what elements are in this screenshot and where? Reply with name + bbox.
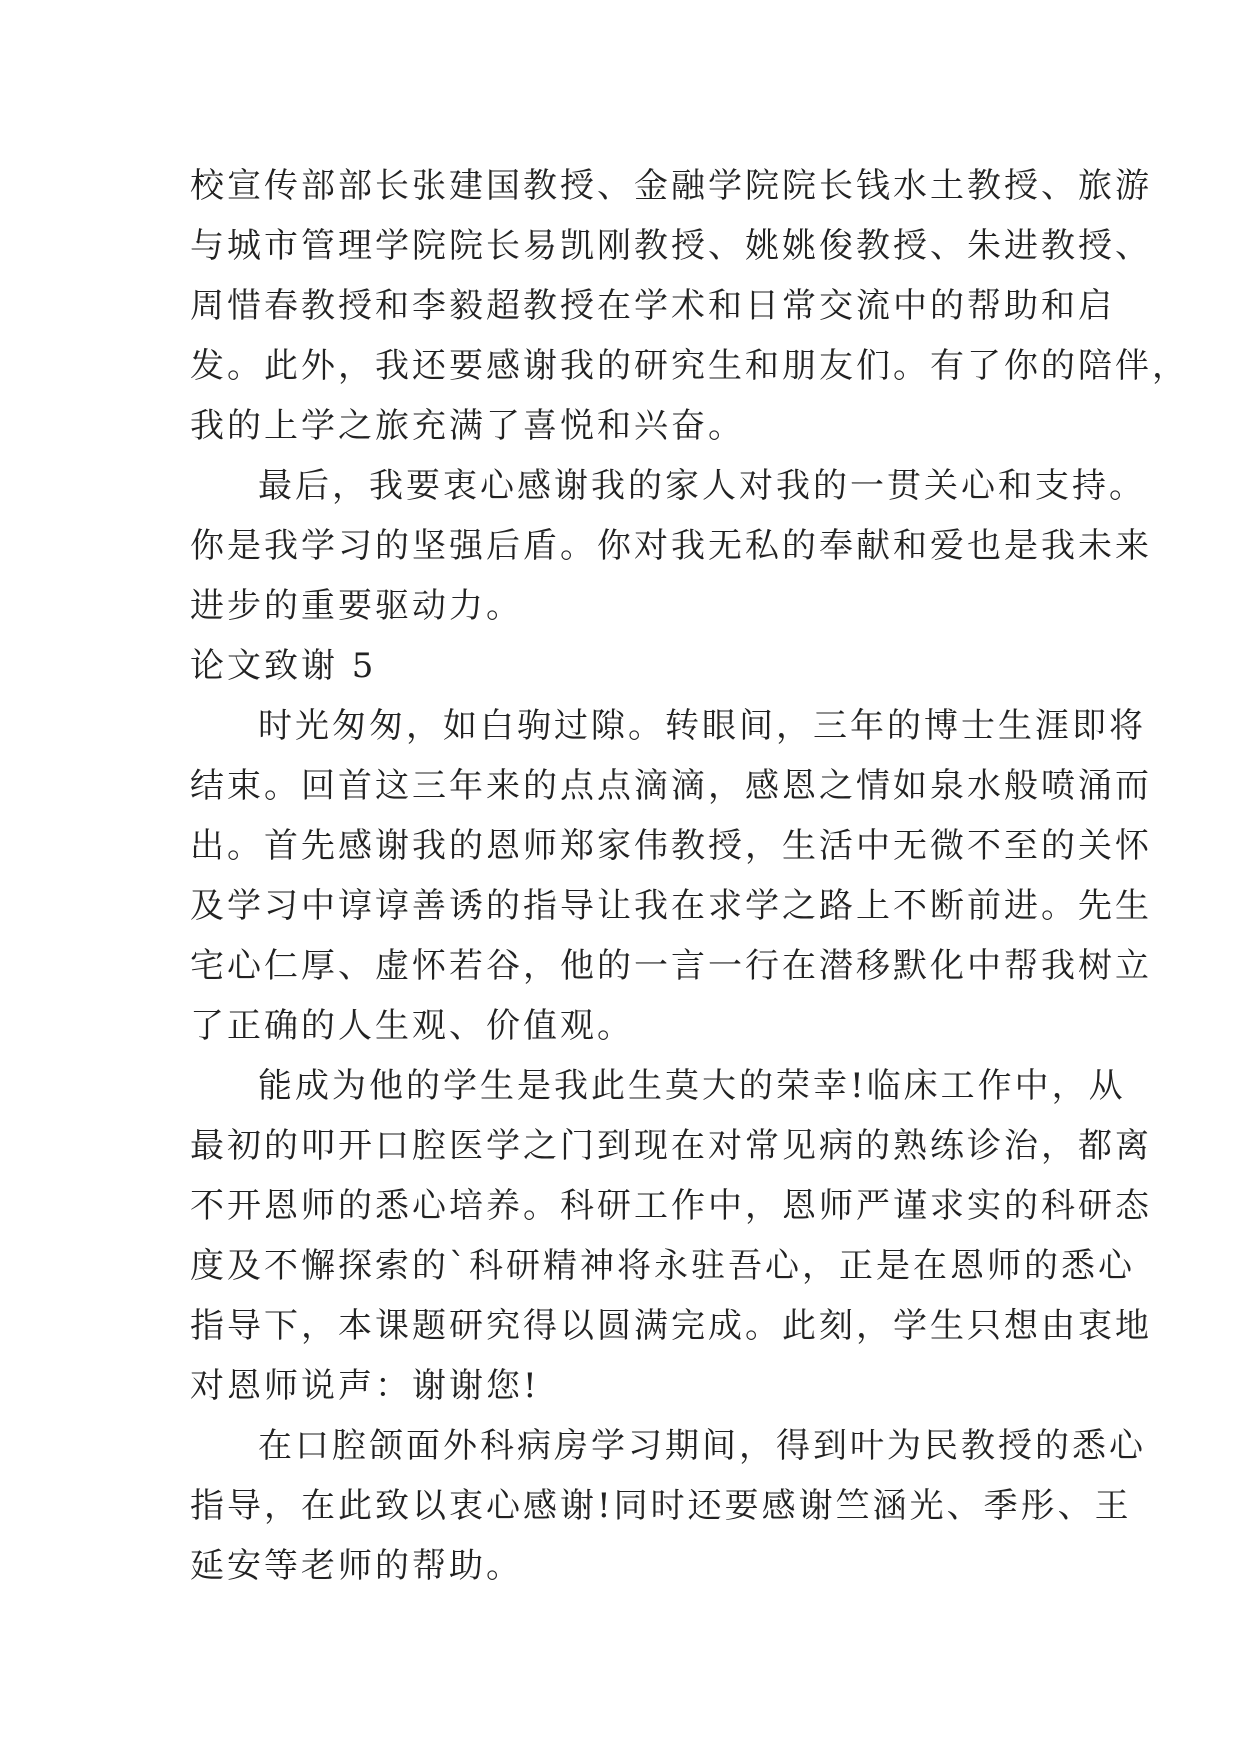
text-line: 最初的叩开口腔医学之门到现在对常见病的熟练诊治，都离 xyxy=(190,1126,1152,1166)
text-line: 发。此外，我还要感谢我的研究生和朋友们。有了你的陪伴， xyxy=(190,346,1189,386)
text-line: 了正确的人生观、价值观。 xyxy=(190,1006,634,1046)
section-heading: 论文致谢 5 xyxy=(190,646,377,686)
text-line: 出。首先感谢我的恩师郑家伟教授，生活中无微不至的关怀 xyxy=(190,826,1152,866)
document-body xyxy=(190,156,1189,1596)
text-line: 与城市管理学院院长易凯刚教授、姚姚俊教授、朱进教授、 xyxy=(190,226,1152,266)
text-line: 宅心仁厚、虚怀若谷，他的一言一行在潜移默化中帮我树立 xyxy=(190,946,1152,986)
text-line: 及学习中谆谆善诱的指导让我在求学之路上不断前进。先生 xyxy=(190,886,1152,926)
text-line: 不开恩师的悉心培养。科研工作中，恩师严谨求实的科研态 xyxy=(190,1186,1152,1226)
text-line: 指导下，本课题研究得以圆满完成。此刻，学生只想由衷地 xyxy=(190,1306,1152,1346)
text-line: 你是我学习的坚强后盾。你对我无私的奉献和爱也是我未来 xyxy=(190,526,1152,566)
text-line: 进步的重要驱动力。 xyxy=(190,586,523,626)
text-line: 度及不懈探索的`科研精神将永驻吾心，正是在恩师的悉心 xyxy=(190,1246,1135,1286)
paragraph-first-line: 在口腔颌面外科病房学习期间，得到叶为民教授的悉心 xyxy=(258,1426,1146,1466)
text-line: 校宣传部部长张建国教授、金融学院院长钱水土教授、旅游 xyxy=(190,166,1152,206)
text-line: 延安等老师的帮助。 xyxy=(190,1546,523,1586)
text-line: 我的上学之旅充满了喜悦和兴奋。 xyxy=(190,406,745,446)
text-line: 结束。回首这三年来的点点滴滴，感恩之情如泉水般喷涌而 xyxy=(190,766,1152,806)
paragraph-first-line: 能成为他的学生是我此生莫大的荣幸!临床工作中，从 xyxy=(258,1066,1126,1106)
text-line: 指导，在此致以衷心感谢!同时还要感谢竺涵光、季彤、王 xyxy=(190,1486,1132,1526)
paragraph-first-line: 最后，我要衷心感谢我的家人对我的一贯关心和支持。 xyxy=(258,466,1146,506)
text-line: 对恩师说声：谢谢您! xyxy=(190,1366,540,1406)
text-line: 周惜春教授和李毅超教授在学术和日常交流中的帮助和启 xyxy=(190,286,1115,326)
paragraph-first-line: 时光匆匆，如白驹过隙。转眼间，三年的博士生涯即将 xyxy=(258,706,1146,746)
